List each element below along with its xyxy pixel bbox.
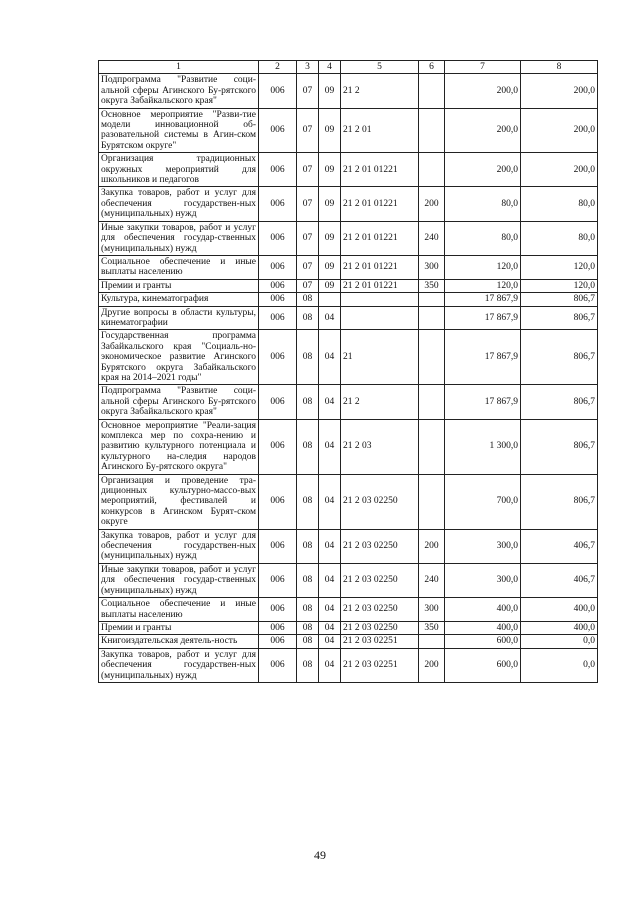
amount-col7-cell: 17 867,9: [445, 293, 521, 306]
amount-col8-cell: 806,7: [521, 293, 598, 306]
expense-type-cell: [419, 306, 445, 330]
amount-col7-cell: 17 867,9: [445, 306, 521, 330]
table-row: [99, 187, 598, 221]
dept-code-cell: 006: [259, 648, 297, 682]
amount-col7-cell: 120,0: [445, 255, 521, 279]
header-cell: 1: [99, 61, 259, 74]
section-cell: 08: [297, 385, 319, 419]
section-cell: 08: [297, 648, 319, 682]
dept-code-cell: 006: [259, 330, 297, 385]
expense-type-cell: 350: [419, 279, 445, 292]
dept-code-cell: 006: [259, 187, 297, 221]
row-name-cell: Подпрограмма "Развитие соци-альной сферы Агинского Бу-рятского округа Забайкальского края": [99, 74, 259, 108]
target-item-cell: [341, 306, 419, 330]
subsection-cell: 09: [319, 74, 341, 108]
amount-col8-cell: 200,0: [521, 108, 598, 153]
table-row: [99, 598, 598, 622]
subsection-cell: 04: [319, 621, 341, 634]
table-row: [99, 255, 598, 279]
header-cell: 3: [297, 61, 319, 74]
expense-type-cell: [419, 635, 445, 648]
table-row: [99, 293, 598, 306]
subsection-cell: 04: [319, 419, 341, 474]
section-cell: 08: [297, 474, 319, 529]
subsection-cell: 09: [319, 108, 341, 153]
target-item-cell: 21 2 01 01221: [341, 255, 419, 279]
row-name-cell: Премии и гранты: [99, 279, 259, 292]
amount-col8-cell: 80,0: [521, 187, 598, 221]
expense-type-cell: [419, 330, 445, 385]
amount-col7-cell: 200,0: [445, 108, 521, 153]
dept-code-cell: 006: [259, 153, 297, 187]
row-name-cell: Организация и проведение тра-диционных культурно-массо-вых мероприятий, фестивалей и конкурсов в Агинском Бурят-ском округе: [99, 474, 259, 529]
header-cell: 7: [445, 61, 521, 74]
section-cell: 08: [297, 529, 319, 563]
dept-code-cell: 006: [259, 108, 297, 153]
amount-col8-cell: 120,0: [521, 279, 598, 292]
subsection-cell: 04: [319, 648, 341, 682]
dept-code-cell: 006: [259, 419, 297, 474]
table-row: [99, 385, 598, 419]
amount-col7-cell: 17 867,9: [445, 385, 521, 419]
subsection-cell: 04: [319, 529, 341, 563]
amount-col8-cell: 200,0: [521, 153, 598, 187]
section-cell: 07: [297, 221, 319, 255]
dept-code-cell: 006: [259, 635, 297, 648]
target-item-cell: 21 2 03 02251: [341, 648, 419, 682]
row-name-cell: Культура, кинематография: [99, 293, 259, 306]
amount-col8-cell: 406,7: [521, 529, 598, 563]
target-item-cell: 21 2 03 02250: [341, 529, 419, 563]
section-cell: 08: [297, 330, 319, 385]
row-name-cell: Другие вопросы в области культуры, кинематографии: [99, 306, 259, 330]
table-row: [99, 221, 598, 255]
dept-code-cell: 006: [259, 529, 297, 563]
row-name-cell: Организация традиционных окружных мероприятий для школьников и педагогов: [99, 153, 259, 187]
budget-table: [98, 60, 598, 683]
section-cell: 08: [297, 293, 319, 306]
row-name-cell: Закупка товаров, работ и услуг для обеспечения государствен-ных (муниципальных) нужд: [99, 529, 259, 563]
amount-col7-cell: 400,0: [445, 621, 521, 634]
row-name-cell: Подпрограмма "Развитие соци-альной сферы Агинского Бу-рятского округа Забайкальского края": [99, 385, 259, 419]
section-cell: 07: [297, 108, 319, 153]
target-item-cell: 21 2: [341, 385, 419, 419]
table-row: [99, 563, 598, 597]
dept-code-cell: 006: [259, 293, 297, 306]
section-cell: 07: [297, 74, 319, 108]
subsection-cell: 09: [319, 221, 341, 255]
subsection-cell: 04: [319, 474, 341, 529]
target-item-cell: 21 2 03 02250: [341, 474, 419, 529]
subsection-cell: 09: [319, 255, 341, 279]
row-name-cell: Закупка товаров, работ и услуг для обеспечения государствен-ных (муниципальных) нужд: [99, 187, 259, 221]
row-name-cell: Иные закупки товаров, работ и услуг для обеспечения государ-ственных (муниципальных) нужд: [99, 221, 259, 255]
section-cell: 07: [297, 187, 319, 221]
table-row: [99, 635, 598, 648]
row-name-cell: Книгоиздательская деятель-ность: [99, 635, 259, 648]
subsection-cell: 04: [319, 563, 341, 597]
amount-col7-cell: 700,0: [445, 474, 521, 529]
section-cell: 07: [297, 153, 319, 187]
amount-col7-cell: 300,0: [445, 563, 521, 597]
dept-code-cell: 006: [259, 306, 297, 330]
amount-col8-cell: 806,7: [521, 419, 598, 474]
expense-type-cell: [419, 153, 445, 187]
amount-col8-cell: 806,7: [521, 474, 598, 529]
table-row: [99, 648, 598, 682]
section-cell: 07: [297, 279, 319, 292]
row-name-cell: Закупка товаров, работ и услуг для обеспечения государствен-ных (муниципальных) нужд: [99, 648, 259, 682]
subsection-cell: 04: [319, 330, 341, 385]
amount-col7-cell: 1 300,0: [445, 419, 521, 474]
amount-col8-cell: 406,7: [521, 563, 598, 597]
amount-col7-cell: 300,0: [445, 529, 521, 563]
table-row: [99, 306, 598, 330]
section-cell: 08: [297, 563, 319, 597]
amount-col8-cell: 806,7: [521, 385, 598, 419]
amount-col7-cell: 400,0: [445, 598, 521, 622]
expense-type-cell: 200: [419, 529, 445, 563]
row-name-cell: Иные закупки товаров, работ и услуг для обеспечения государ-ственных (муниципальных) нужд: [99, 563, 259, 597]
target-item-cell: 21 2 03: [341, 419, 419, 474]
amount-col7-cell: 200,0: [445, 153, 521, 187]
subsection-cell: [319, 293, 341, 306]
table-row: [99, 474, 598, 529]
expense-type-cell: 200: [419, 187, 445, 221]
table-row: [99, 279, 598, 292]
table-body: [99, 61, 598, 683]
amount-col7-cell: 17 867,9: [445, 330, 521, 385]
target-item-cell: 21 2 03 02250: [341, 598, 419, 622]
expense-type-cell: 240: [419, 221, 445, 255]
target-item-cell: 21 2 03 02251: [341, 635, 419, 648]
dept-code-cell: 006: [259, 74, 297, 108]
amount-col8-cell: 0,0: [521, 635, 598, 648]
row-name-cell: Основное мероприятие "Разви-тие модели инновационной об-разовательной системы в Агин-ском Бурятском округе": [99, 108, 259, 153]
expense-type-cell: [419, 293, 445, 306]
dept-code-cell: 006: [259, 621, 297, 634]
header-cell: 4: [319, 61, 341, 74]
page-number: 49: [314, 848, 326, 862]
dept-code-cell: 006: [259, 598, 297, 622]
dept-code-cell: 006: [259, 255, 297, 279]
row-name-cell: Социальное обеспечение и иные выплаты населению: [99, 255, 259, 279]
amount-col7-cell: 600,0: [445, 648, 521, 682]
amount-col8-cell: 120,0: [521, 255, 598, 279]
row-name-cell: Государственная программа Забайкальского края "Социаль-но-экономическое развитие Агинского Бурятского округа Забайкальского края на 2014–2021 годы": [99, 330, 259, 385]
expense-type-cell: [419, 419, 445, 474]
header-cell: 6: [419, 61, 445, 74]
expense-type-cell: [419, 474, 445, 529]
subsection-cell: 04: [319, 385, 341, 419]
table-row: [99, 529, 598, 563]
amount-col8-cell: 400,0: [521, 621, 598, 634]
dept-code-cell: 006: [259, 279, 297, 292]
target-item-cell: 21 2 01 01221: [341, 221, 419, 255]
amount-col8-cell: 80,0: [521, 221, 598, 255]
header-cell: 5: [341, 61, 419, 74]
expense-type-cell: [419, 74, 445, 108]
amount-col8-cell: 0,0: [521, 648, 598, 682]
dept-code-cell: 006: [259, 474, 297, 529]
subsection-cell: 04: [319, 635, 341, 648]
target-item-cell: 21 2 01: [341, 108, 419, 153]
section-cell: 08: [297, 598, 319, 622]
target-item-cell: 21 2 01 01221: [341, 153, 419, 187]
dept-code-cell: 006: [259, 563, 297, 597]
expense-type-cell: 300: [419, 598, 445, 622]
target-item-cell: 21 2 03 02250: [341, 621, 419, 634]
subsection-cell: 04: [319, 306, 341, 330]
target-item-cell: 21 2 01 01221: [341, 279, 419, 292]
dept-code-cell: 006: [259, 221, 297, 255]
subsection-cell: 04: [319, 598, 341, 622]
table-row: [99, 330, 598, 385]
expense-type-cell: 300: [419, 255, 445, 279]
amount-col7-cell: 80,0: [445, 187, 521, 221]
expense-type-cell: 350: [419, 621, 445, 634]
subsection-cell: 09: [319, 153, 341, 187]
subsection-cell: 09: [319, 279, 341, 292]
table-row: [99, 153, 598, 187]
header-cell: 8: [521, 61, 598, 74]
amount-col7-cell: 600,0: [445, 635, 521, 648]
row-name-cell: Основное мероприятие "Реали-зация комплекса мер по сохра-нению и развитию культурного потенциала и культурного на-следия народов Агинского Бу-рятского округа": [99, 419, 259, 474]
section-cell: 08: [297, 635, 319, 648]
expense-type-cell: [419, 385, 445, 419]
target-item-cell: [341, 293, 419, 306]
target-item-cell: 21 2 03 02250: [341, 563, 419, 597]
subsection-cell: 09: [319, 187, 341, 221]
header-row: [99, 61, 598, 74]
target-item-cell: 21 2 01 01221: [341, 187, 419, 221]
expense-type-cell: 200: [419, 648, 445, 682]
section-cell: 08: [297, 419, 319, 474]
section-cell: 07: [297, 255, 319, 279]
amount-col8-cell: 806,7: [521, 330, 598, 385]
table-row: [99, 419, 598, 474]
amount-col7-cell: 200,0: [445, 74, 521, 108]
expense-type-cell: [419, 108, 445, 153]
row-name-cell: Премии и гранты: [99, 621, 259, 634]
table-row: [99, 108, 598, 153]
table-row: [99, 74, 598, 108]
section-cell: 08: [297, 621, 319, 634]
table-row: [99, 621, 598, 634]
amount-col8-cell: 400,0: [521, 598, 598, 622]
amount-col7-cell: 80,0: [445, 221, 521, 255]
header-cell: 2: [259, 61, 297, 74]
target-item-cell: 21 2: [341, 74, 419, 108]
amount-col8-cell: 806,7: [521, 306, 598, 330]
section-cell: 08: [297, 306, 319, 330]
expense-type-cell: 240: [419, 563, 445, 597]
amount-col8-cell: 200,0: [521, 74, 598, 108]
target-item-cell: 21: [341, 330, 419, 385]
dept-code-cell: 006: [259, 385, 297, 419]
row-name-cell: Социальное обеспечение и иные выплаты населению: [99, 598, 259, 622]
amount-col7-cell: 120,0: [445, 279, 521, 292]
